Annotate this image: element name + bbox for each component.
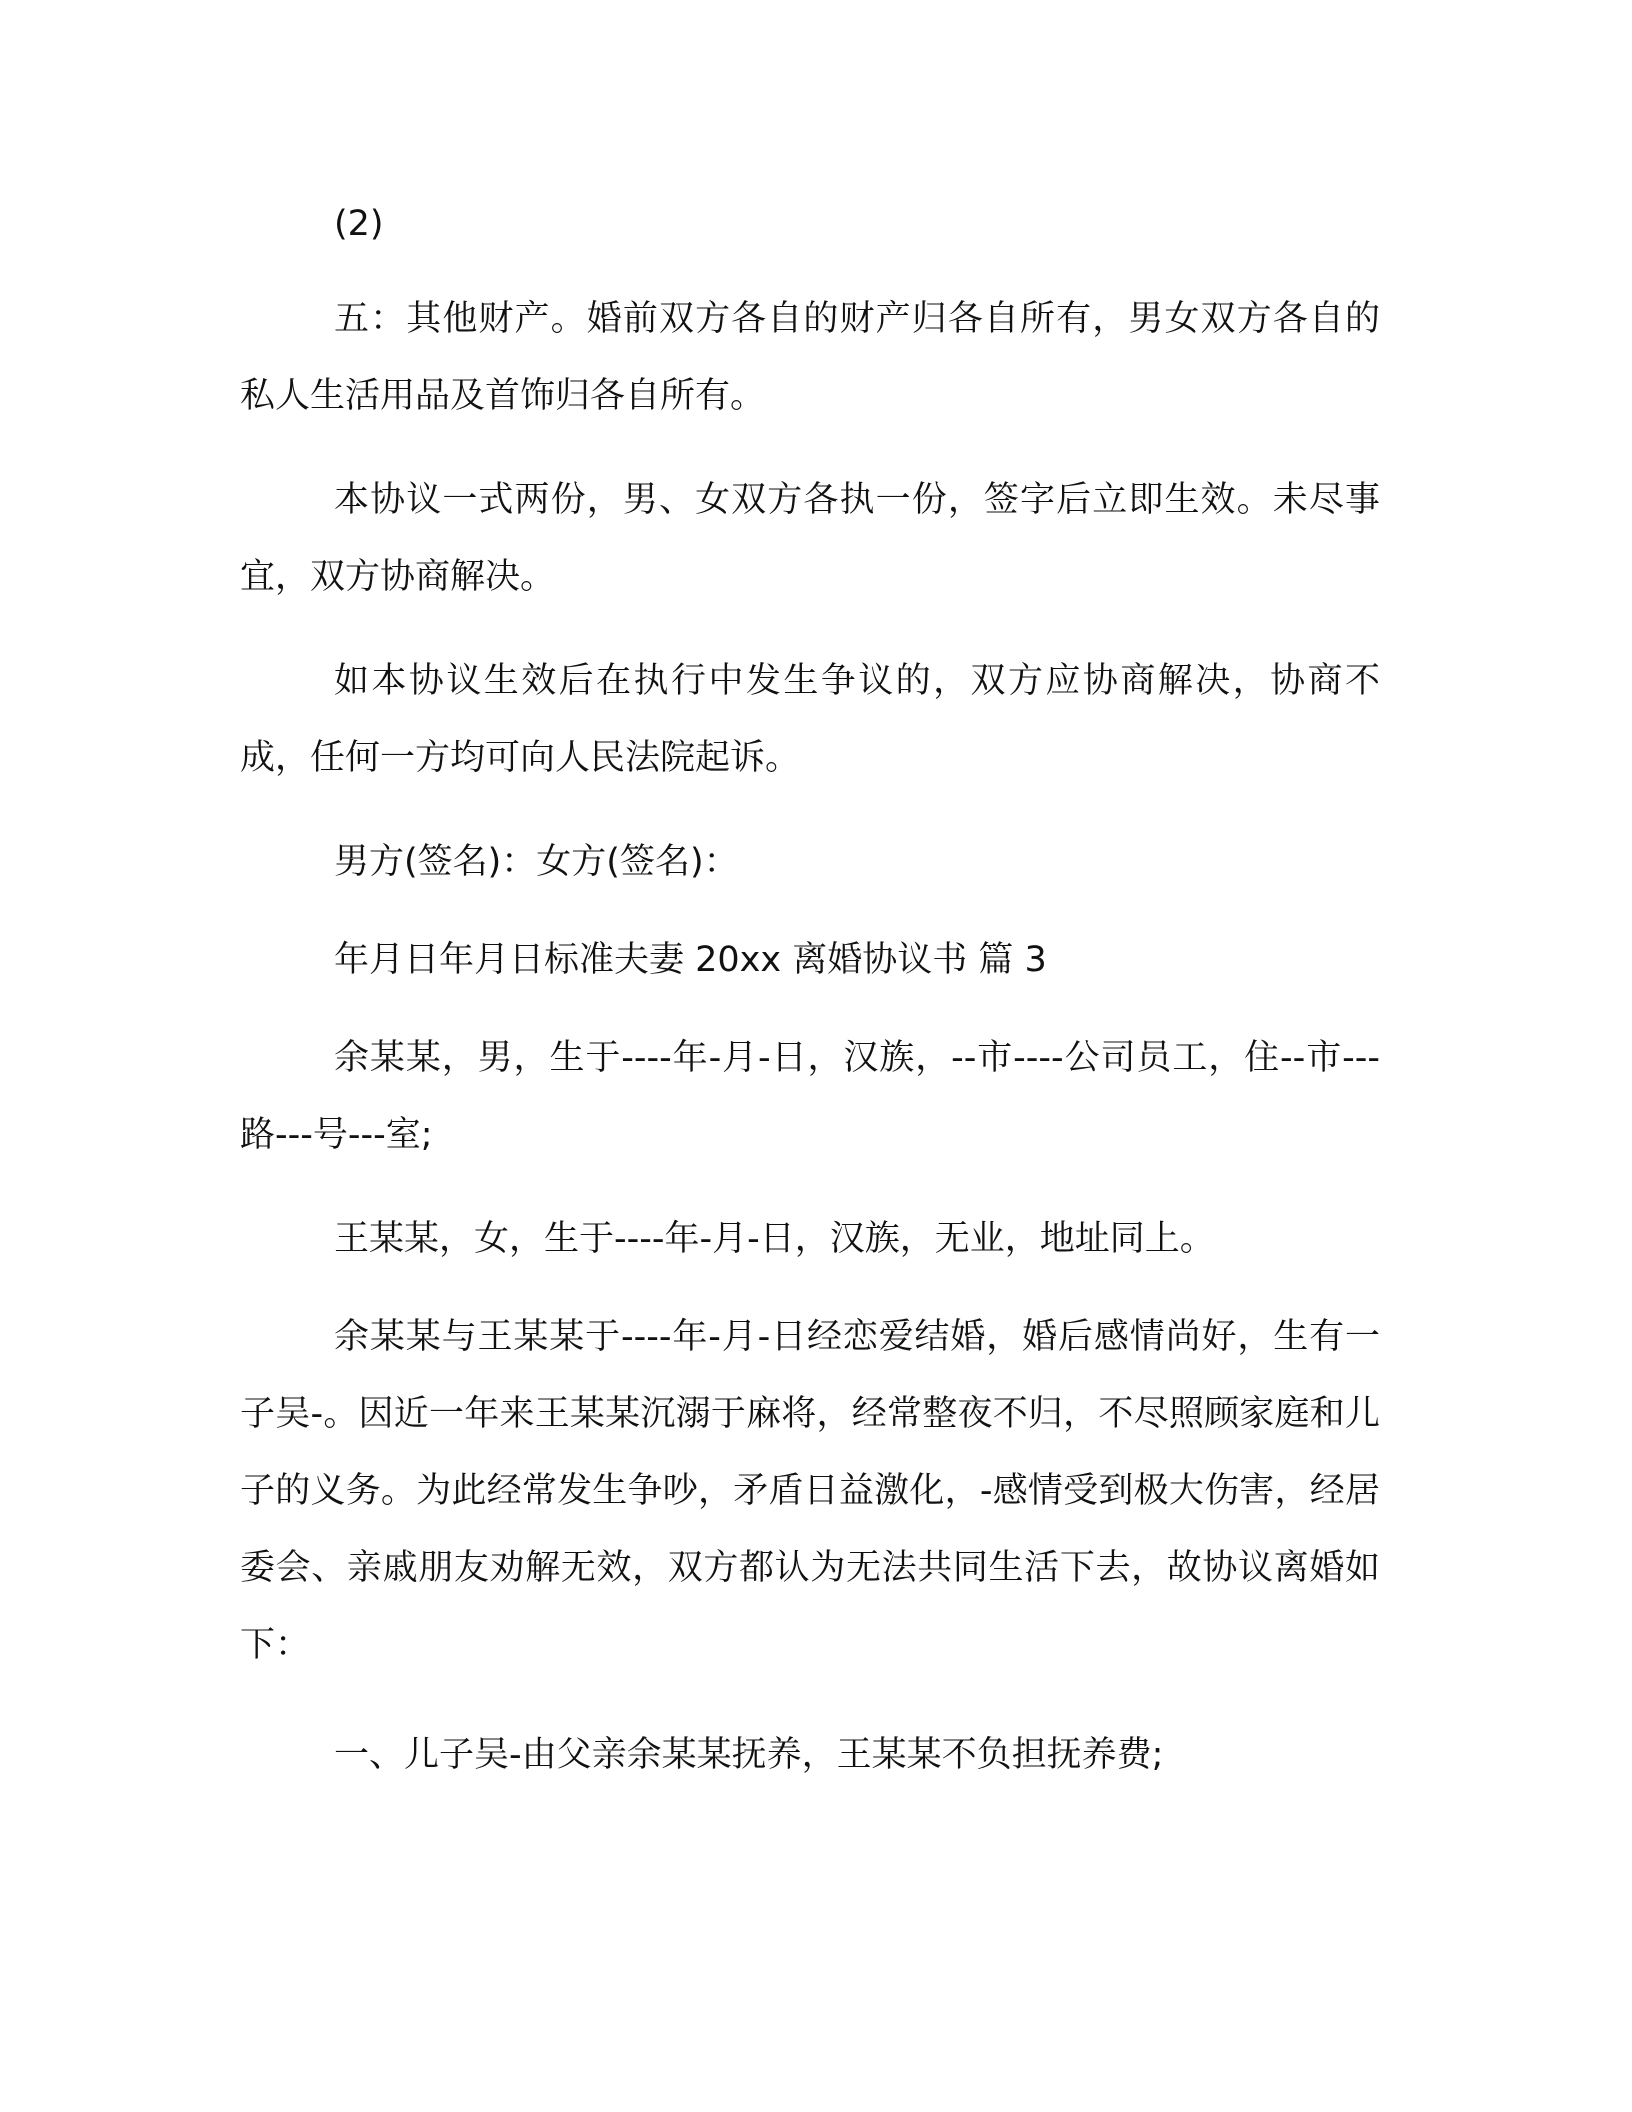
paragraph-item-one: 一、儿子吴-由父亲余某某抚养，王某某不负担抚养费; [334, 1735, 1164, 1775]
paragraph-party-male: 余某某，男，生于----年-月-日，汉族，--市----公司员工，住--市---路---号---室; [240, 1038, 1380, 1155]
paragraph-other-property: 五：其他财产。婚前双方各自的财产归各自所有，男女双方各自的私人生活用品及首饰归各自所有。 [240, 299, 1380, 416]
paragraph-agreement-copies: 本协议一式两份，男、女双方各执一份，签字后立即生效。未尽事宜，双方协商解决。 [240, 480, 1380, 597]
paragraph-section-heading: 年月日年月日标准夫妻 20xx 离婚协议书 篇 3 [334, 940, 1047, 980]
paragraph-party-female: 王某某，女，生于----年-月-日，汉族，无业，地址同上。 [334, 1219, 1215, 1259]
paragraph-marriage-background: 余某某与王某某于----年-月-日经恋爱结婚，婚后感情尚好，生有一子吴-。因近一年来王某某沉溺于麻将，经常整夜不归，不尽照顾家庭和儿子的义务。为此经常发生争吵，矛盾日益激化，-感情受到极大伤害，经居委会、亲戚朋友劝解无效，双方都认为无法共同生活下去，故协议离婚如下： [240, 1317, 1380, 1665]
paragraph-dispute-resolution: 如本协议生效后在执行中发生争议的，双方应协商解决，协商不成，任何一方均可向人民法院起诉。 [240, 661, 1380, 778]
paragraph-number: (2) [334, 204, 384, 244]
paragraph-signatures: 男方(签名)：女方(签名)： [334, 842, 739, 882]
